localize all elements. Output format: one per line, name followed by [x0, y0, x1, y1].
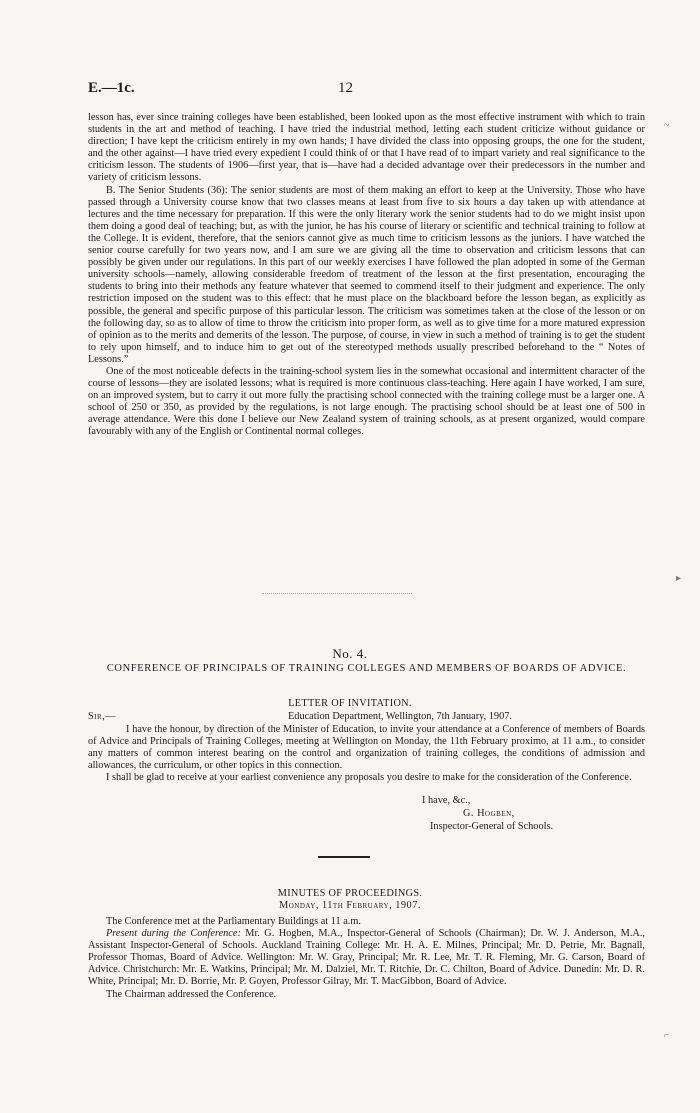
- margin-mark: ▸: [676, 573, 682, 584]
- page-header: [88, 80, 648, 100]
- section-title: CONFERENCE OF PRINCIPALS OF TRAINING COLLEGES AND MEMBERS OF BOARDS OF ADVICE.: [106, 663, 627, 674]
- paragraph: The Chairman addressed the Conference.: [106, 988, 277, 1000]
- minutes-body: [88, 916, 645, 1001]
- margin-mark: ~: [664, 120, 670, 131]
- present-text: Mr. G. Hogben, M.A., Inspector-General of Schools (Chairman); Dr. W. J. Anderson, M.A., Assistant Inspector-General of Schools. Auckland Training College: Mr. H. A. E. Milnes, Principal; Mr. D. Petrie, Mr. Bagnall, Professor Thomas, Board of Advice. Wellington: Mr. W. Gray, Principal; Mr. R. Lee, Mr. T. R. Fleming, Mr. G. Carson, Board of Advice. Christchurch: Mr. E. Watkins, Principal; Mr. M. Dalziel, Mr. T. Ritchie, Dr. C. Chilton, Board of Advice. Dunedin: Mr. D. R. White, Principal; Mr. D. Borrie, Mr. P. Goyen, Professor Gilray, Mr. T. MacGibbon, Board of Advice.: [88, 928, 645, 988]
- minutes-heading: MINUTES OF PROCEEDINGS.: [277, 888, 423, 899]
- letter-closing: I have, &c.,: [422, 795, 471, 806]
- paragraph: I have the honour, by direction of the Minister of Education, to invite your attendance at a Conference of members of Boards of Advice and Principals of Training Colleges, meeting at Wellington on Monday, the 11th February proximo, at 11 a.m., to consider any matters of common interest bearing on the control and organization of training colleges, the conditions of admission and allowances, the curriculum, or other topics in this connection.: [88, 724, 645, 772]
- letter-body: [88, 724, 645, 784]
- present-label: Present during the Conference:: [106, 928, 241, 940]
- paragraph: The Conference met at the Parliamentary Buildings at 11 a.m.: [106, 916, 361, 927]
- section-rule: [318, 856, 370, 858]
- page-number: 12: [338, 80, 353, 96]
- faint-divider: [262, 593, 412, 594]
- paragraph: lesson has, ever since training colleges have been established, been looked upon as the most effective instrument with which to train students in the art and method of teaching. I have tried the industrial method, letting each student criticize without guidance or direction; I have kept the criticism entirely in my own hands; I have divided the class into opposing groups, the one for the student, and the other against—I have tried every expedient I could think of or that I have read of to impart variety and real significance to the criticism lesson. The students of 1906—first year, that is—have had a decided advantage over their predecessors in the number and variety of criticism lessons.: [88, 112, 645, 184]
- paragraph: One of the most noticeable defects in the training-school system lies in the somewhat occasional and intermittent character of the course of lessons—they are isolated lessons; what is required is more continuous class-teaching. Here again I have worked, I am sure, on an improved system, but to carry it out more fully the practising school connected with the training college must be a larger one. A school of 250 or 350, as provided by the regulations, is not large enough. The practising school should be at least one of 500 in average attendance. Were this done I believe our New Zealand system of training schools, as at present organized, would compare favourably with any of the English or Continental normal colleges.: [88, 365, 645, 438]
- continuation-text: [88, 112, 645, 439]
- signatory: G. Hogben,: [463, 808, 515, 819]
- salutation: Sir,—: [88, 711, 117, 722]
- section-number: No. 4.: [332, 646, 368, 661]
- letter-address: Education Department, Wellington, 7th January, 1907.: [288, 711, 512, 722]
- document-reference: E.—1c.: [88, 80, 135, 96]
- letter-heading: LETTER OF INVITATION.: [288, 698, 412, 709]
- paragraph: I shall be glad to receive at your earliest convenience any proposals you desire to make for the consideration of the Conference.: [106, 772, 632, 784]
- margin-mark: ⌐: [664, 1030, 670, 1041]
- signatory-title: Inspector-General of Schools.: [430, 821, 554, 832]
- paragraph: B. The Senior Students (36): The senior students are most of them making an effort to keep at the University. Those who have passed through a University course know that two classes means at least from five to six hours a day taken up with attendance at lectures and the time necessary for preparation. If this were the only literary work the senior students had to do we might insist upon them doing a good deal of teaching; but, as with the junior, he has his course of literary or scientific and technical training to follow at the College. It is evident, therefore, that the seniors cannot give as much time to criticism lessons as the juniors. I have watched the senior course carefully for two years now, and I am sure we are giving all the time to observation and criticism lessons that can possibly be given under our regulations. In this part of our weekly exercises I have followed the plan adopted in some of the German university schools—namely, allowing considerable freedom of treatment of the lesson at the first presentation, encouraging the students to bring into their methods any feature whatever that seemed to commend itself to their judgment and experience. The only restriction imposed on the student was to this effect: that he must place on the blackboard before the lesson began, as explicitly as possible, the general and specific purpose of this particular lesson. The criticism was sometimes taken at the close of the lesson or on the following day, so as to allow of time to throw the criticism into proper form, as well as to give time for a more matured expression of opinion as to the merits and demerits of the lesson. The purpose, of course, in view in such a method of training is to get the student to rely upon himself, and to induce him to get out of the stereotyped methods usually prescribed beforehand to the “ Notes of Lessons.”: [88, 184, 645, 365]
- minutes-date: Monday, 11th February, 1907.: [279, 900, 421, 911]
- attendance-paragraph: [88, 928, 645, 988]
